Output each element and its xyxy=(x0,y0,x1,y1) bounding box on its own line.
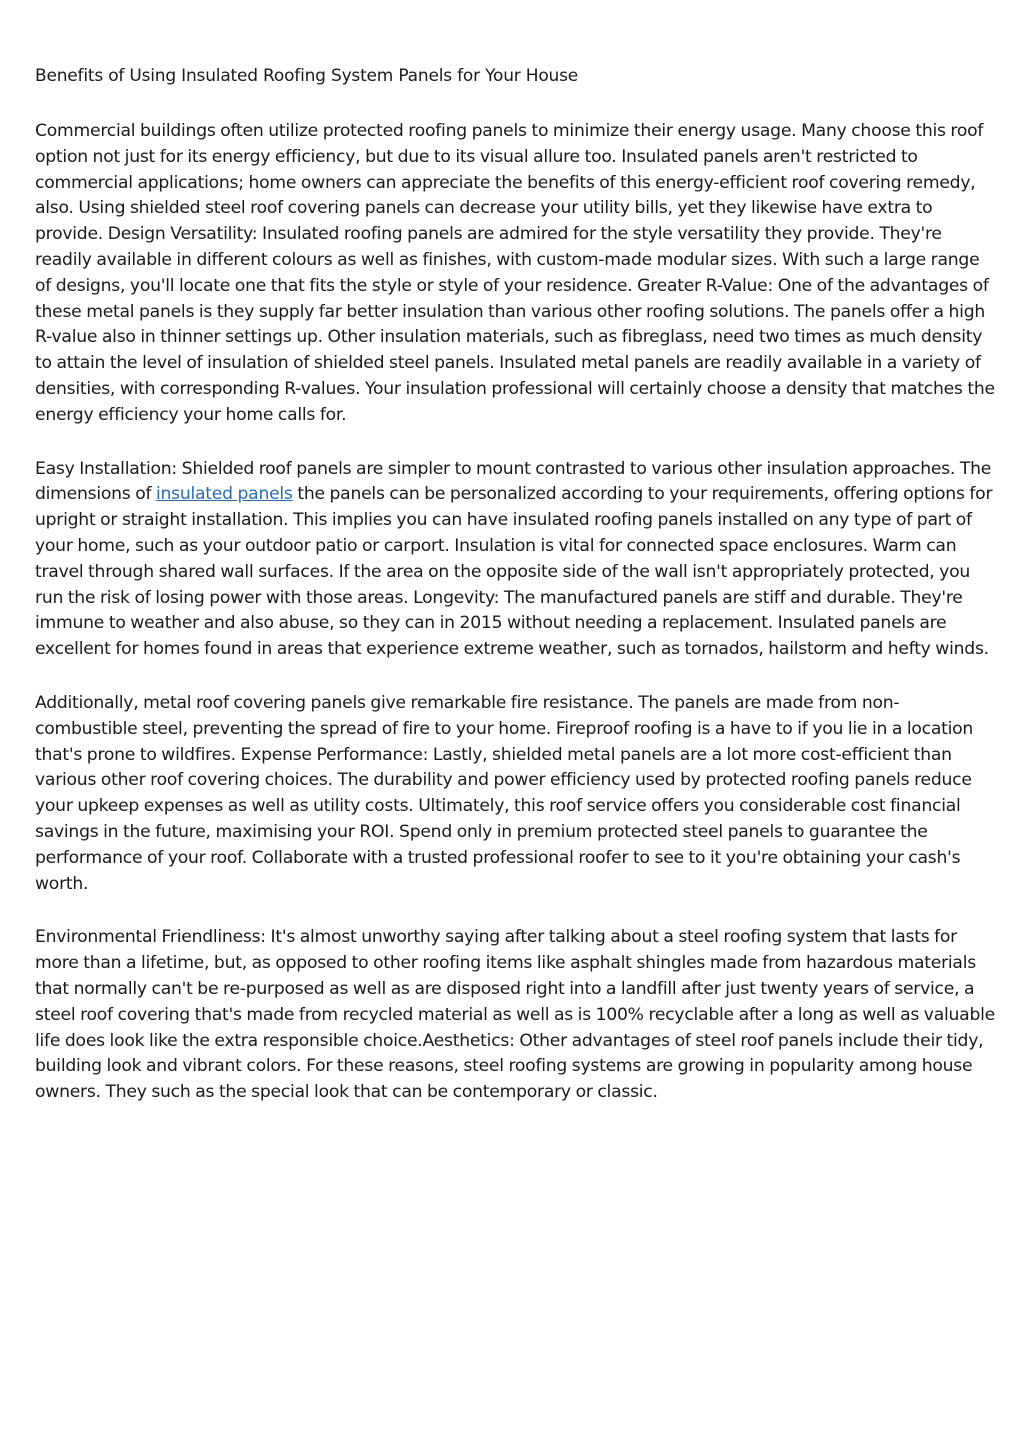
paragraph-4: Environmental Friendliness: It's almost unworthy saying after talking about a steel roofing system that lasts for more than a lifetime, but, as opposed to other roofing items like asphalt shingles made from hazardous materials that normally can't be re-purposed as well as are disposed right into a landfill after just twenty years of service, a steel roof covering that's made from recycled material as well as is 100% recyclable after a long as well as valuable life does look like the extra responsible choice.Aesthetics: Other advantages of steel roof panels include their tidy, building look and vibrant colors. For these reasons, steel roofing systems are growing in popularity among house owners. They such as the special look that can be contemporary or classic. xyxy=(35,927,995,1103)
paragraph-2-text-before: Easy Installation: Shielded roof panels are simpler to mount contrasted to various other insulation approaches. The dimensions of xyxy=(35,458,992,505)
paragraph-2-text-after: the panels can be personalized according to your requirements, offering options for upright or straight installation. This implies you can have insulated roofing panels installed on any type of part of your home, such as your outdoor patio or carport. Insulation is vital for connected space enclosures. Warm can travel through shared wall surfaces. If the area on the opposite side of the wall isn't appropriately protected, you run the risk of losing power with those areas. Longevity: The manufactured panels are stiff and durable. They're immune to weather and also abuse, so they can in 2015 without needing a replacement. Insulated panels are excellent for homes found in areas that experience extreme weather, such as tornados, hailstorm and hefty winds. xyxy=(35,484,993,660)
document-page xyxy=(35,63,995,1134)
document-title: Benefits of Using Insulated Roofing System Panels for Your House xyxy=(35,66,579,86)
paragraph-2 xyxy=(35,457,995,663)
paragraph-1: Commercial buildings often utilize protected roofing panels to minimize their energy usage. Many choose this roof option not just for its energy efficiency, but due to its visual allure too. Insulated panels aren't restricted to commercial applications; home owners can appreciate the benefits of this energy-efficient roof covering remedy, also. Using shielded steel roof covering panels can decrease your utility bills, yet they likewise have extra to provide. Design Versatility: Insulated roofing panels are admired for the style versatility they provide. They're readily available in different colours as well as finishes, with custom-made modular sizes. With such a large range of designs, you'll locate one that fits the style or style of your residence. Greater R-Value: One of the advantages of these metal panels is they supply far better insulation than various other roofing solutions. The panels offer a high R-value also in thinner settings up. Other insulation materials, such as fibreglass, need two times as much density to attain the level of insulation of shielded steel panels. Insulated metal panels are readily available in a variety of densities, with corresponding R-values. Your insulation professional will certainly choose a density that matches the energy efficiency your home calls for. xyxy=(35,121,995,425)
insulated-panels-link[interactable]: insulated panels xyxy=(155,484,293,505)
paragraph-3: Additionally, metal roof covering panels give remarkable fire resistance. The panels are made from non-combustible steel, preventing the spread of fire to your home. Fireproof roofing is a have to if you lie in a location that's prone to wildfires. Expense Performance: Lastly, shielded metal panels are a lot more cost-efficient than various other roof covering choices. The durability and power efficiency used by protected roofing panels reduce your upkeep expenses as well as utility costs. Ultimately, this roof service offers you considerable cost financial savings in the future, maximising your ROI. Spend only in premium protected steel panels to guarantee the performance of your roof. Collaborate with a trusted professional roofer to see to it you're obtaining your cash's worth. xyxy=(35,692,974,894)
